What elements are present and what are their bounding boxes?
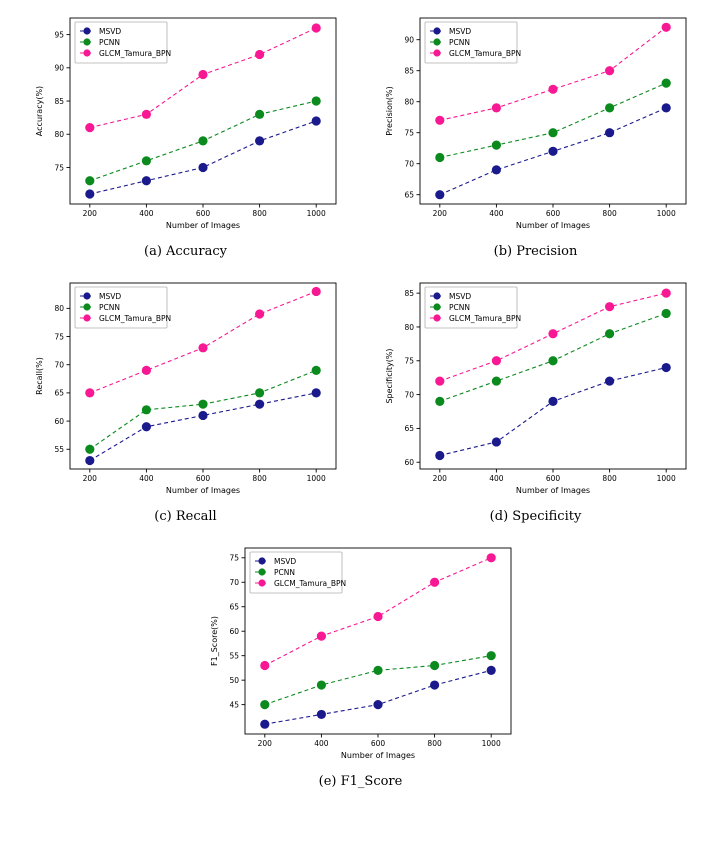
plot-recall: [26, 271, 346, 507]
data-point: [435, 190, 444, 199]
y-tick-label: 75: [403, 356, 414, 366]
legend-swatch-marker: [83, 292, 90, 299]
plot-f1score: [201, 536, 521, 772]
data-point: [373, 666, 382, 675]
y-tick-label: 65: [403, 190, 414, 200]
data-point: [254, 309, 263, 318]
x-tick-label: 200: [432, 474, 447, 483]
y-axis-title: Accuracy(%): [34, 85, 44, 137]
legend-label: GLCM_Tamura_BPN: [98, 48, 171, 58]
x-axis-title: Number of Images: [340, 751, 415, 760]
legend-label: MSVD: [448, 26, 471, 36]
y-tick-label: 60: [403, 458, 414, 468]
data-point: [661, 309, 670, 318]
data-point: [316, 680, 325, 689]
data-point: [141, 110, 150, 119]
data-point: [85, 388, 94, 397]
data-point: [141, 156, 150, 165]
y-tick-label: 95: [53, 30, 64, 40]
legend-label: GLCM_Tamura_BPN: [98, 313, 171, 323]
data-point: [661, 79, 670, 88]
panel-precision: [361, 6, 711, 267]
data-point: [661, 289, 670, 298]
x-tick-label: 600: [370, 739, 385, 748]
panel-recall: [11, 271, 361, 532]
data-point: [198, 400, 207, 409]
data-point: [604, 66, 613, 75]
series-line-pcnn: [439, 83, 665, 157]
data-point: [429, 661, 438, 670]
data-point: [85, 445, 94, 454]
y-tick-label: 75: [403, 128, 414, 138]
figure-row-1: [0, 6, 721, 271]
legend-swatch-marker: [83, 303, 90, 310]
x-tick-label: 1000: [656, 209, 676, 218]
data-point: [548, 356, 557, 365]
data-point: [141, 422, 150, 431]
x-tick-label: 800: [251, 209, 267, 218]
data-point: [316, 632, 325, 641]
chart-svg-specificity: [376, 271, 696, 507]
data-point: [604, 376, 613, 385]
y-tick-label: 70: [53, 360, 64, 370]
y-tick-label: 45: [228, 700, 239, 710]
panel-specificity: [361, 271, 711, 532]
data-point: [141, 366, 150, 375]
data-point: [548, 85, 557, 94]
x-tick-label: 800: [601, 474, 617, 483]
data-point: [435, 397, 444, 406]
legend-label: GLCM_Tamura_BPN: [448, 48, 521, 58]
y-tick-label: 75: [53, 163, 64, 173]
x-tick-label: 400: [488, 209, 504, 218]
legend-label: PCNN: [448, 37, 470, 47]
data-point: [435, 451, 444, 460]
x-tick-label: 600: [195, 474, 210, 483]
x-tick-label: 600: [545, 209, 560, 218]
legend-label: MSVD: [448, 291, 471, 301]
data-point: [254, 110, 263, 119]
legend-label: PCNN: [273, 567, 295, 577]
data-point: [548, 128, 557, 137]
y-tick-label: 85: [53, 96, 64, 106]
y-tick-label: 75: [53, 332, 64, 342]
data-point: [548, 329, 557, 338]
data-point: [85, 189, 94, 198]
x-tick-label: 200: [82, 474, 97, 483]
y-tick-label: 70: [228, 578, 239, 588]
figure-row-3: [0, 536, 721, 801]
x-tick-label: 400: [138, 474, 154, 483]
y-tick-label: 80: [403, 97, 414, 107]
x-axis-title: Number of Images: [515, 486, 590, 495]
chart-svg-recall: [26, 271, 346, 507]
data-point: [429, 578, 438, 587]
y-tick-label: 85: [403, 66, 414, 76]
legend-swatch-marker: [258, 579, 265, 586]
legend-label: MSVD: [98, 26, 121, 36]
panel-caption: (a) Accuracy: [144, 244, 227, 259]
x-tick-label: 200: [82, 209, 97, 218]
y-axis-title: Precision(%): [384, 86, 394, 136]
x-axis-title: Number of Images: [515, 221, 590, 230]
figure-row-2: [0, 271, 721, 536]
data-point: [198, 136, 207, 145]
data-point: [661, 23, 670, 32]
data-point: [260, 700, 269, 709]
data-point: [486, 553, 495, 562]
data-point: [486, 651, 495, 660]
legend-swatch-marker: [433, 27, 440, 34]
legend-label: MSVD: [98, 291, 121, 301]
panel-caption: (c) Recall: [154, 509, 217, 524]
data-point: [373, 700, 382, 709]
data-point: [254, 136, 263, 145]
legend-swatch-marker: [433, 292, 440, 299]
legend-label: PCNN: [98, 37, 120, 47]
legend-swatch-marker: [433, 314, 440, 321]
x-tick-label: 800: [601, 209, 617, 218]
data-point: [491, 141, 500, 150]
data-point: [141, 176, 150, 185]
data-point: [661, 103, 670, 112]
x-axis-title: Number of Images: [165, 486, 240, 495]
data-point: [491, 165, 500, 174]
data-point: [548, 397, 557, 406]
series-line-msvd: [439, 368, 665, 456]
data-point: [198, 70, 207, 79]
y-tick-label: 65: [53, 388, 64, 398]
data-point: [435, 153, 444, 162]
y-tick-label: 55: [228, 651, 239, 661]
data-point: [435, 376, 444, 385]
data-point: [491, 103, 500, 112]
legend-swatch-marker: [258, 557, 265, 564]
y-axis-title: Specificity(%): [384, 348, 394, 404]
data-point: [604, 302, 613, 311]
chart-svg-accuracy: [26, 6, 346, 242]
legend-swatch-marker: [83, 27, 90, 34]
data-point: [85, 123, 94, 132]
data-point: [435, 116, 444, 125]
y-tick-label: 70: [403, 159, 414, 169]
data-point: [548, 147, 557, 156]
data-point: [198, 411, 207, 420]
data-point: [491, 376, 500, 385]
data-point: [260, 720, 269, 729]
x-tick-label: 800: [251, 474, 267, 483]
x-tick-label: 1000: [481, 739, 501, 748]
y-tick-label: 90: [403, 35, 414, 45]
panel-caption: (d) Specificity: [489, 509, 582, 524]
data-point: [491, 356, 500, 365]
data-point: [254, 50, 263, 59]
plot-precision: [376, 6, 696, 242]
plot-specificity: [376, 271, 696, 507]
data-point: [198, 343, 207, 352]
panel-accuracy: [11, 6, 361, 267]
y-axis-title: F1_Score(%): [209, 616, 219, 666]
panel-caption: (b) Precision: [493, 244, 578, 259]
legend-swatch-marker: [433, 49, 440, 56]
y-tick-label: 90: [53, 63, 64, 73]
panel-caption: (e) F1_Score: [318, 774, 403, 789]
legend-swatch-marker: [83, 314, 90, 321]
y-tick-label: 70: [403, 390, 414, 400]
data-point: [486, 666, 495, 675]
x-tick-label: 800: [426, 739, 442, 748]
data-point: [85, 456, 94, 465]
data-point: [316, 710, 325, 719]
data-point: [254, 388, 263, 397]
y-tick-label: 55: [53, 445, 64, 455]
data-point: [429, 680, 438, 689]
x-tick-label: 400: [488, 474, 504, 483]
y-tick-label: 85: [403, 288, 414, 298]
legend-label: PCNN: [448, 302, 470, 312]
data-point: [311, 96, 320, 105]
x-tick-label: 600: [195, 209, 210, 218]
data-point: [373, 612, 382, 621]
y-tick-label: 80: [53, 304, 64, 314]
x-tick-label: 200: [257, 739, 272, 748]
data-point: [311, 116, 320, 125]
series-line-pcnn: [89, 370, 315, 449]
legend-swatch-marker: [83, 49, 90, 56]
x-tick-label: 400: [138, 209, 154, 218]
data-point: [141, 405, 150, 414]
chart-svg-precision: [376, 6, 696, 242]
data-point: [311, 287, 320, 296]
data-point: [661, 363, 670, 372]
data-point: [85, 176, 94, 185]
y-axis-title: Recall(%): [34, 357, 44, 395]
legend-label: GLCM_Tamura_BPN: [448, 313, 521, 323]
legend-swatch-marker: [83, 38, 90, 45]
y-tick-label: 60: [53, 416, 64, 426]
legend-label: MSVD: [273, 556, 296, 566]
series-line-pcnn: [264, 656, 490, 705]
legend-swatch-marker: [433, 303, 440, 310]
data-point: [604, 103, 613, 112]
y-tick-label: 80: [403, 322, 414, 332]
data-point: [604, 329, 613, 338]
series-line-msvd: [264, 670, 490, 724]
legend-label: PCNN: [98, 302, 120, 312]
data-point: [311, 388, 320, 397]
x-tick-label: 1000: [656, 474, 676, 483]
panel-f1score: [186, 536, 536, 797]
y-tick-label: 50: [228, 675, 239, 685]
legend-label: GLCM_Tamura_BPN: [273, 578, 346, 588]
x-tick-label: 600: [545, 474, 560, 483]
y-tick-label: 65: [228, 602, 239, 612]
data-point: [198, 163, 207, 172]
series-line-msvd: [89, 121, 315, 194]
x-tick-label: 200: [432, 209, 447, 218]
data-point: [604, 128, 613, 137]
y-tick-label: 60: [228, 627, 239, 637]
data-point: [491, 437, 500, 446]
data-point: [311, 23, 320, 32]
legend-swatch-marker: [433, 38, 440, 45]
data-point: [311, 366, 320, 375]
x-tick-label: 400: [313, 739, 329, 748]
data-point: [254, 400, 263, 409]
y-tick-label: 80: [53, 130, 64, 140]
x-tick-label: 1000: [306, 209, 326, 218]
legend-swatch-marker: [258, 568, 265, 575]
y-tick-label: 65: [403, 424, 414, 434]
x-axis-title: Number of Images: [165, 221, 240, 230]
y-tick-label: 75: [228, 553, 239, 563]
plot-accuracy: [26, 6, 346, 242]
data-point: [260, 661, 269, 670]
x-tick-label: 1000: [306, 474, 326, 483]
chart-svg-f1score: [201, 536, 521, 772]
